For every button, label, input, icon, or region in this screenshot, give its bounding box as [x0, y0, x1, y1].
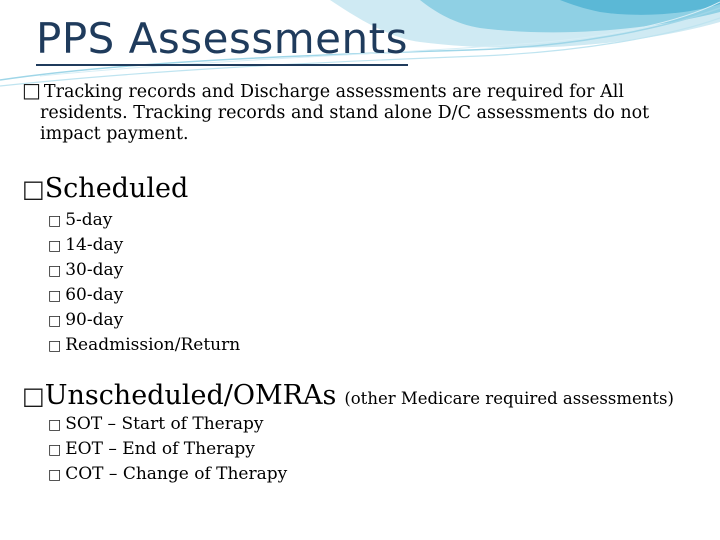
box-icon: □ [48, 288, 62, 304]
list-item-text: Readmission/Return [65, 335, 241, 355]
box-icon: □ [48, 442, 62, 458]
title-underline [36, 64, 408, 66]
list-item-text: 5-day [65, 210, 113, 230]
list-item [48, 233, 240, 258]
unscheduled-list [48, 412, 287, 487]
scheduled-list [48, 208, 240, 358]
unscheduled-heading-text: Unscheduled/OMRAs [44, 380, 337, 411]
intro-line-1: Tracking records and Discharge assessments are required for All [43, 82, 624, 102]
intro-line-3: impact payment. [40, 124, 189, 144]
list-item-text: EOT – End of Therapy [65, 439, 255, 459]
box-icon: □ [48, 238, 62, 254]
unscheduled-heading [22, 380, 674, 415]
box-icon: □ [22, 78, 41, 102]
list-item-text: COT – Change of Therapy [65, 464, 288, 484]
page-title: PPS Assessments [36, 14, 408, 63]
box-icon: □ [48, 417, 62, 433]
box-icon: □ [48, 263, 62, 279]
intro-line-2: residents. Tracking records and stand alone D/C assessments do not [40, 103, 650, 123]
list-item [48, 208, 240, 233]
scheduled-heading [22, 173, 188, 205]
unscheduled-note: (other Medicare required assessments) [344, 389, 674, 408]
intro-paragraph [22, 80, 712, 145]
list-item [48, 258, 240, 283]
list-item [48, 437, 287, 462]
list-item-text: 90-day [65, 310, 124, 330]
list-item [48, 308, 240, 333]
list-item-text: 60-day [65, 285, 124, 305]
box-icon: □ [22, 382, 45, 410]
list-item-text: SOT – Start of Therapy [65, 414, 264, 434]
box-icon: □ [48, 338, 62, 354]
list-item [48, 412, 287, 437]
list-item-text: 14-day [65, 235, 124, 255]
box-icon: □ [22, 175, 45, 203]
list-item [48, 283, 240, 308]
list-item-text: 30-day [65, 260, 124, 280]
box-icon: □ [48, 313, 62, 329]
scheduled-heading-text: Scheduled [44, 173, 189, 204]
list-item [48, 462, 287, 487]
box-icon: □ [48, 213, 62, 229]
box-icon: □ [48, 467, 62, 483]
list-item [48, 333, 240, 358]
